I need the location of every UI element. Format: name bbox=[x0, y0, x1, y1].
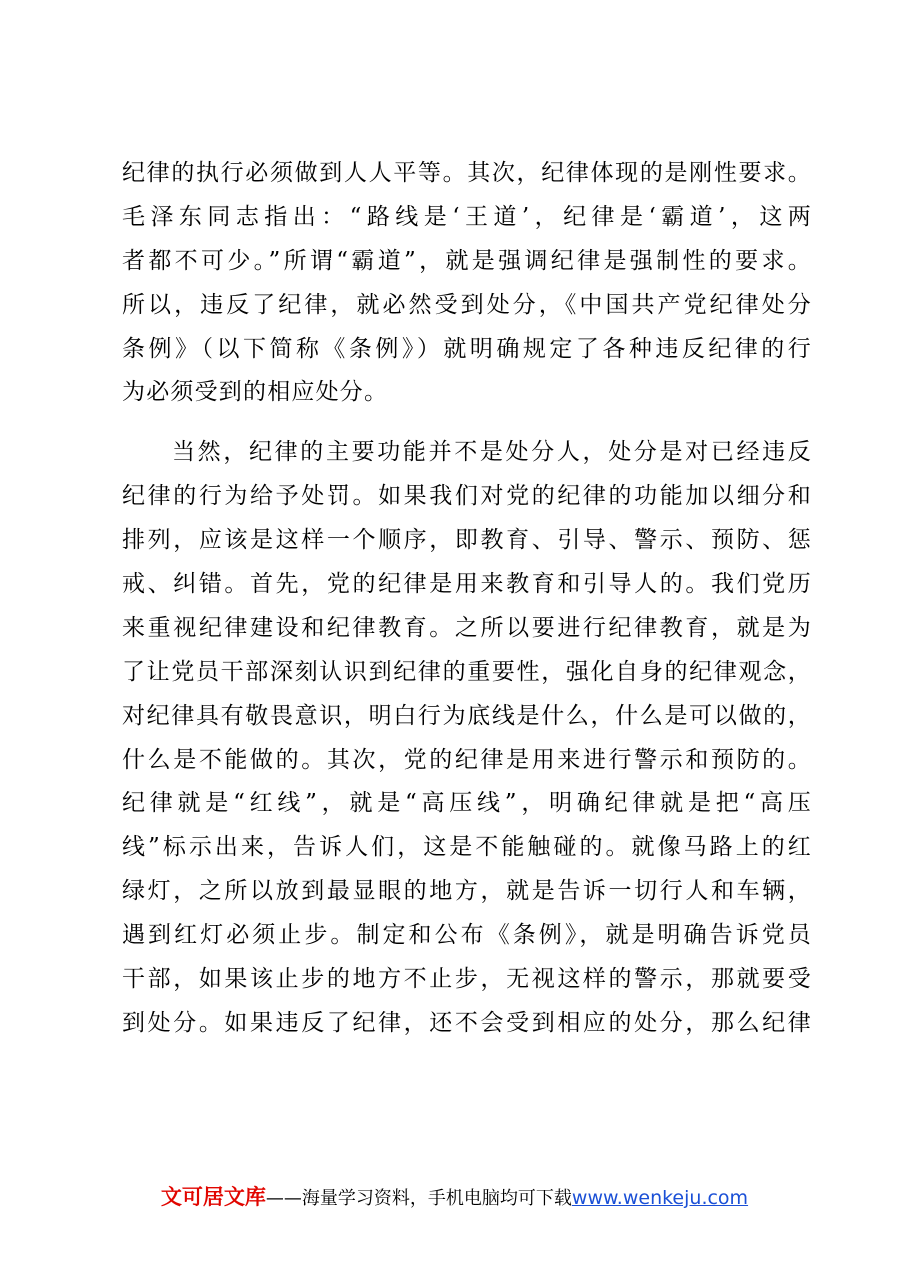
text-line: 戒、纠错。首先，党的纪律是用来教育和引导人的。我们党历 bbox=[122, 571, 812, 598]
text-line: 纪律就是“红线”，就是“高压线”，明确纪律就是把“高压 bbox=[122, 790, 812, 817]
text-line: 对纪律具有敬畏意识，明白行为底线是什么，什么是可以做的， bbox=[122, 702, 812, 729]
text-line: 遇到红灯必须止步。制定和公布《条例》，就是明确告诉党员 bbox=[122, 922, 812, 949]
text-line: 所以，违反了纪律，就必然受到处分，《中国共产党纪律处分 bbox=[122, 291, 812, 318]
text-line: 什么是不能做的。其次，党的纪律是用来进行警示和预防的。 bbox=[122, 746, 812, 773]
text-line: 绿灯，之所以放到最显眼的地方，就是告诉一切行人和车辆， bbox=[122, 878, 812, 905]
website-link[interactable]: www.wenkeju.com bbox=[571, 1187, 749, 1209]
text-line: 干部，如果该止步的地方不止步，无视这样的警示，那就要受 bbox=[122, 966, 812, 993]
text-line: 了让党员干部深刻认识到纪律的重要性，强化自身的纪律观念， bbox=[122, 658, 812, 685]
text-line: 纪律的行为给予处罚。如果我们对党的纪律的功能加以细分和 bbox=[122, 483, 812, 510]
footer-banner bbox=[0, 1181, 909, 1211]
text-line: 纪律的执行必须做到人人平等。其次，纪律体现的是刚性要求。 bbox=[122, 160, 812, 186]
text-line: 者都不可少。”所谓“霸道”，就是强调纪律是强制性的要求。 bbox=[122, 247, 812, 274]
text-line: 毛泽东同志指出：“路线是‘王道’，纪律是‘霸道’，这两 bbox=[122, 203, 812, 230]
text-line: 条例》（以下简称《条例》）就明确规定了各种违反纪律的行 bbox=[122, 335, 812, 362]
text-line: 到处分。如果违反了纪律，还不会受到相应的处分，那么纪律 bbox=[122, 1009, 812, 1036]
body-text bbox=[122, 152, 812, 1046]
text-line: 排列，应该是这样一个顺序，即教育、引导、警示、预防、惩 bbox=[122, 527, 812, 554]
footer-slogan: ——海量学习资料，手机电脑均可下载 bbox=[265, 1188, 572, 1209]
paragraph-gap bbox=[122, 415, 812, 431]
text-line: 来重视纪律建设和纪律教育。之所以要进行纪律教育，就是为 bbox=[122, 614, 812, 641]
text-line: 为必须受到的相应处分。 bbox=[122, 379, 389, 406]
text-line: 当然，纪律的主要功能并不是处分人，处分是对已经违反 bbox=[172, 439, 812, 466]
text-line: 线”标示出来，告诉人们，这是不能触碰的。就像马路上的红 bbox=[122, 834, 812, 861]
brand-name: 文可居文库 bbox=[160, 1185, 266, 1209]
